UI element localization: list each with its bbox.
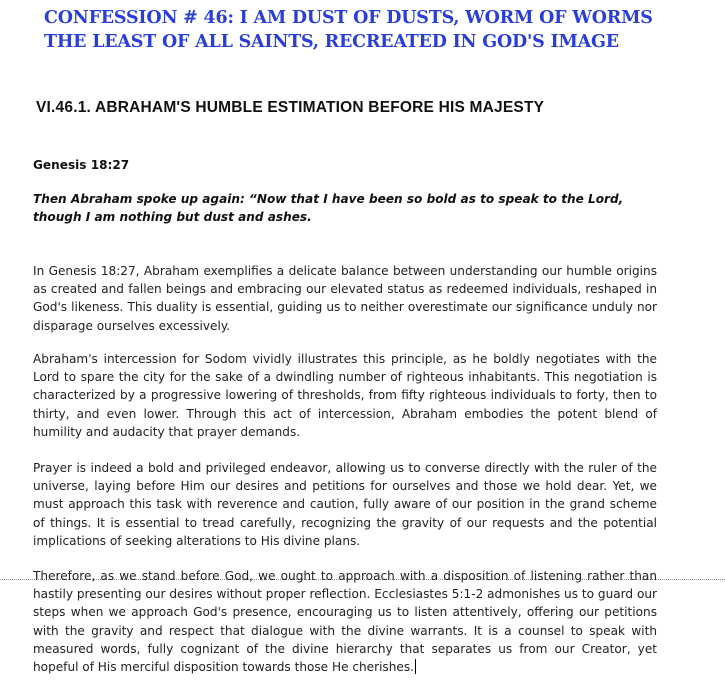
confession-title xyxy=(44,6,704,54)
paragraph-2[interactable]: Abraham's intercession for Sodom vividly illustrates this principle, as he boldly negotiates with the Lord to spare the city for the sake of a dwindling number of righteous inhabitants. This negotiation is characterized by a progressive lowering of thresholds, from fifty righteous individuals to forty, then to thirty, and even lower. Through this act of intercession, Abraham embodies the potent blend of humility and audacity that prayer demands. xyxy=(33,352,657,439)
paragraph-4[interactable] xyxy=(33,567,657,676)
confession-title-line-2: THE LEAST OF ALL SAINTS, RECREATED IN GOD'S IMAGE xyxy=(44,32,619,52)
paragraph-1[interactable]: In Genesis 18:27, Abraham exemplifies a delicate balance between understanding our humble origins as created and fallen beings and embracing our elevated status as redeemed individuals, reshaped in God's likeness. This duality is essential, guiding us to neither overestimate our significance unduly nor disparage ourselves excessively. xyxy=(33,264,657,333)
confession-title-line-1: CONFESSION # 46: I AM DUST OF DUSTS, WORM OF WORMS xyxy=(44,8,653,28)
text-cursor xyxy=(415,659,416,674)
paragraph-3[interactable]: Prayer is indeed a bold and privileged endeavor, allowing us to converse directly with the ruler of the universe, laying before Him our desires and petitions for ourselves and those we hold dear. Yet, we must approach this task with reverence and caution, fully aware of our position in the grand scheme of things. It is essential to tread carefully, recognizing the gravity of our requests and the potential implications of seeking alterations to His divine plans. xyxy=(33,461,657,548)
verse-quote: Then Abraham spoke up again: “Now that I have been so bold as to speak to the Lord, though I am nothing but dust and ashes. xyxy=(33,192,624,225)
verse-reference: Genesis 18:27 xyxy=(33,158,130,172)
paragraph-4-text: Therefore, as we stand before God, we ought to approach with a disposition of listening rather than hastily presenting our desires without proper reflection. Ecclesiastes 5:1-2 admonishes us to guard our steps when we approach God's presence, encouraging us to listen attentively, offering our petitions with the gravity and respect that dialogue with the divine warrants. It is a counsel to speak with measured words, fully cognizant of the divine hierarchy that separates us from our Creator, yet hopeful of His merciful disposition towards those He cherishes. xyxy=(33,569,657,675)
section-heading: VI.46.1. ABRAHAM'S HUMBLE ESTIMATION BEFORE HIS MAJESTY xyxy=(36,99,545,116)
